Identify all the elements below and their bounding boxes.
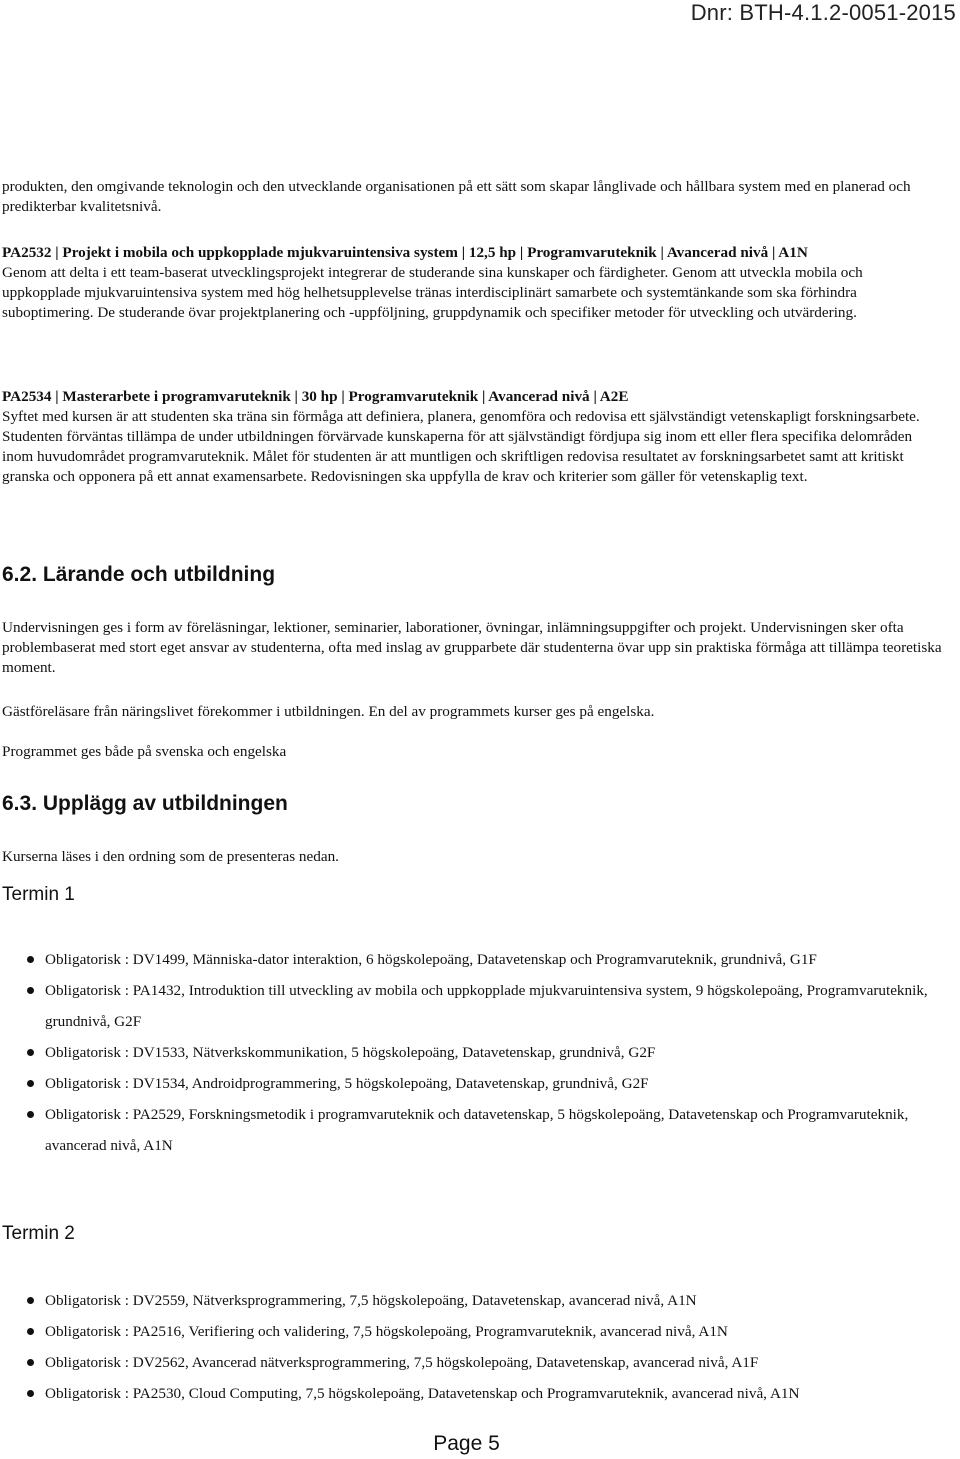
bullet-icon bbox=[27, 1111, 34, 1118]
list-item-text: Obligatorisk : DV1534, Androidprogrammering, 5 högskolepoäng, Datavetenskap, grundnivå, G2F bbox=[45, 1075, 649, 1092]
bullet-icon bbox=[27, 1049, 34, 1056]
list-item-text: Obligatorisk : PA2529, Forskningsmetodik i programvaruteknik och datavetenskap, 5 högskolepoäng, Datavetenskap och Programvaruteknik, avancerad nivå, A1N bbox=[45, 1106, 909, 1154]
list-item bbox=[0, 1316, 930, 1347]
course-block-pa2534 bbox=[2, 387, 942, 487]
list-item-text: Obligatorisk : PA2530, Cloud Computing, 7,5 högskolepoäng, Datavetenskap och Programvaruteknik, avancerad nivå, A1N bbox=[45, 1385, 800, 1402]
list-item bbox=[0, 1068, 930, 1099]
list-item bbox=[0, 1347, 930, 1378]
list-item-text: Obligatorisk : PA1432, Introduktion till utveckling av mobila och uppkopplade mjukvaruintensiva system, 9 högskolepoäng, Programvaruteknik, grundnivå, G2F bbox=[45, 982, 928, 1030]
termin-2-heading: Termin 2 bbox=[2, 1223, 75, 1244]
course-heading: PA2534 | Masterarbete i programvaruteknik | 30 hp | Programvaruteknik | Avancerad nivå | A2E bbox=[2, 388, 629, 405]
course-heading: PA2532 | Projekt i mobila och uppkopplade mjukvaruintensiva system | 12,5 hp | Programvaruteknik | Avancerad nivå | A1N bbox=[2, 244, 808, 261]
list-item bbox=[0, 1285, 930, 1316]
list-item-text: Obligatorisk : DV1533, Nätverkskommunikation, 5 högskolepoäng, Datavetenskap, grundnivå, G2F bbox=[45, 1044, 656, 1061]
list-item bbox=[0, 944, 930, 975]
intro-continuation: produkten, den omgivande teknologin och den utvecklande organisationen på ett sätt som skapar långlivade och hållbara system med en planerad och predikterbar kvalitetsnivå. bbox=[2, 178, 911, 215]
list-item bbox=[0, 975, 930, 1037]
list-item bbox=[0, 1037, 930, 1068]
document-number: Dnr: BTH-4.1.2-0051-2015 bbox=[690, 0, 956, 25]
bullet-icon bbox=[27, 1297, 34, 1304]
course-description: Genom att delta i ett team-baserat utvecklingsprojekt integrerar de studerande sina kunskaper och färdigheter. Genom att utveckla mobila och uppkopplade mjukvaruintensiva system med hög helhetsupplevelse tränas interdisciplinärt samarbete och systemtänkande som ska förhindra suboptimering. De studerande övar projektplanering och -uppföljning, gruppdynamik och specifiker metoder för utveckling och utvärdering. bbox=[2, 264, 863, 321]
section-title-6-3: 6.3. Upplägg av utbildningen bbox=[2, 792, 288, 815]
bullet-icon bbox=[27, 1328, 34, 1335]
termin-1-course-list bbox=[0, 944, 930, 1161]
course-description: Syftet med kursen är att studenten ska träna sin förmåga att definiera, planera, genomföra och redovisa ett självständigt vetenskapligt forskningsarbete. Studenten förväntas tillämpa de under utbildningen förvärvade kunskaperna för att självständigt fördjupa sig inom ett eller flera specifika delområden inom huvudområdet programvaruteknik. Målet för studenten är att muntligen och skriftligen redovisa resultatet av forskningsarbetet samt att kritiskt granska och opponera på ett annat examensarbete. Redovisningen ska uppfylla de krav och kriterier som gäller för vetenskaplig text. bbox=[2, 408, 920, 485]
page-number: Page 5 bbox=[433, 1432, 500, 1455]
termin-2-course-list bbox=[0, 1285, 930, 1409]
list-item-text: Obligatorisk : PA2516, Verifiering och validering, 7,5 högskolepoäng, Programvaruteknik, avancerad nivå, A1N bbox=[45, 1323, 728, 1340]
list-item-text: Obligatorisk : DV1499, Människa-dator interaktion, 6 högskolepoäng, Datavetenskap och Programvaruteknik, grundnivå, G1F bbox=[45, 951, 817, 968]
bullet-icon bbox=[27, 1390, 34, 1397]
list-item-text: Obligatorisk : DV2562, Avancerad nätverksprogrammering, 7,5 högskolepoäng, Datavetenskap, avancerad nivå, A1F bbox=[45, 1354, 759, 1371]
bullet-icon bbox=[27, 987, 34, 994]
section-6-2-paragraph-3: Programmet ges både på svenska och engelska bbox=[2, 743, 287, 760]
list-item-text: Obligatorisk : DV2559, Nätverksprogrammering, 7,5 högskolepoäng, Datavetenskap, avancerad nivå, A1N bbox=[45, 1292, 697, 1309]
section-6-2-paragraph-1: Undervisningen ges i form av föreläsningar, lektioner, seminarier, laborationer, övningar, inlämningsuppgifter och projekt. Undervisningen sker ofta problembaserat med stort eget ansvar av studenterna, ofta med inslag av grupparbete där studenterna övar upp sin praktiska förmåga att tillämpa teoretiska moment. bbox=[2, 619, 942, 676]
course-block-pa2532 bbox=[2, 243, 942, 323]
list-item bbox=[0, 1099, 930, 1161]
bullet-icon bbox=[27, 1359, 34, 1366]
termin-1-heading: Termin 1 bbox=[2, 884, 75, 905]
list-item bbox=[0, 1378, 930, 1409]
bullet-icon bbox=[27, 1080, 34, 1087]
section-title-6-2: 6.2. Lärande och utbildning bbox=[2, 563, 276, 586]
bullet-icon bbox=[27, 956, 34, 963]
section-6-3-intro: Kurserna läses i den ordning som de presenteras nedan. bbox=[2, 848, 339, 865]
section-6-2-paragraph-2: Gästföreläsare från näringslivet förekommer i utbildningen. En del av programmets kurser ges på engelska. bbox=[2, 703, 655, 720]
